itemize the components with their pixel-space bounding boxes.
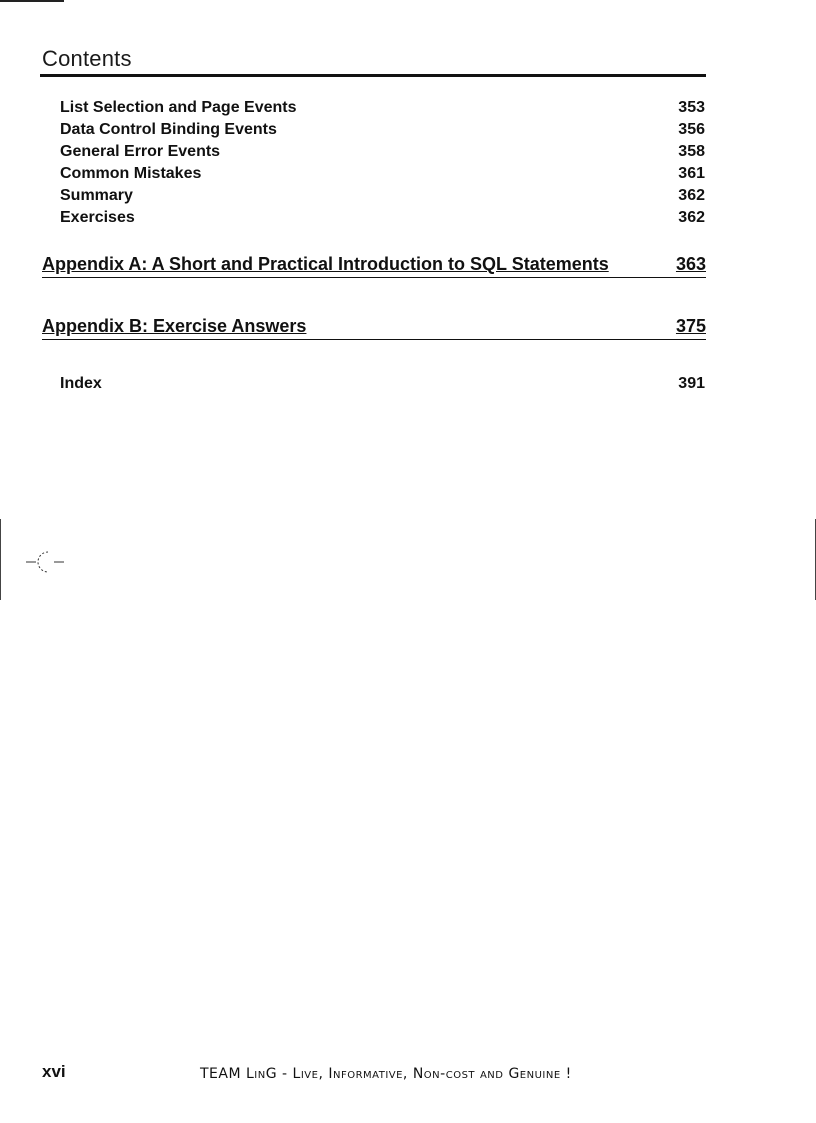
footer-watermark: TEAM LinG - Live, Informative, Non-cost and Genuine ! — [200, 1066, 572, 1082]
toc-entry-page: 361 — [678, 165, 705, 182]
toc-entry-title: Exercises — [60, 209, 135, 226]
toc-entry[interactable] — [60, 119, 705, 141]
toc-entry[interactable] — [60, 207, 705, 229]
toc-entry[interactable] — [60, 185, 705, 207]
page-title: Contents — [42, 46, 132, 71]
toc-appendix-a[interactable] — [42, 252, 706, 278]
top-crop-line — [0, 0, 64, 2]
toc-entry-title: Data Control Binding Events — [60, 121, 277, 138]
appendix-a-page: 363 — [675, 254, 706, 274]
toc-entry[interactable] — [60, 163, 705, 185]
toc-index[interactable] — [60, 373, 705, 395]
toc-entry[interactable] — [60, 141, 705, 163]
toc-entry-title: Summary — [60, 187, 133, 204]
appendix-b-title: Appendix B: Exercise Answers — [42, 316, 307, 336]
toc-entry-page: 362 — [678, 187, 705, 204]
registration-mark-icon — [24, 548, 68, 576]
appendix-a-title: Appendix A: A Short and Practical Introduction to SQL Statements — [42, 254, 609, 274]
toc-entry-title: General Error Events — [60, 143, 221, 160]
page-number: xvi — [42, 1062, 66, 1081]
toc-list — [60, 97, 705, 229]
index-title: Index — [60, 375, 102, 392]
toc-entry-page: 353 — [678, 99, 705, 116]
toc-appendix-b[interactable] — [42, 314, 706, 340]
header-rule — [40, 74, 706, 77]
toc-entry-page: 356 — [678, 121, 705, 138]
appendix-b-page: 375 — [675, 316, 706, 336]
binding-line-left — [0, 519, 1, 600]
toc-entry-title: List Selection and Page Events — [60, 99, 297, 116]
toc-entry-page: 362 — [678, 209, 705, 226]
index-page: 391 — [678, 375, 705, 392]
toc-entry[interactable] — [60, 97, 705, 119]
toc-entry-title: Common Mistakes — [60, 165, 202, 182]
toc-entry-page: 358 — [678, 143, 705, 160]
